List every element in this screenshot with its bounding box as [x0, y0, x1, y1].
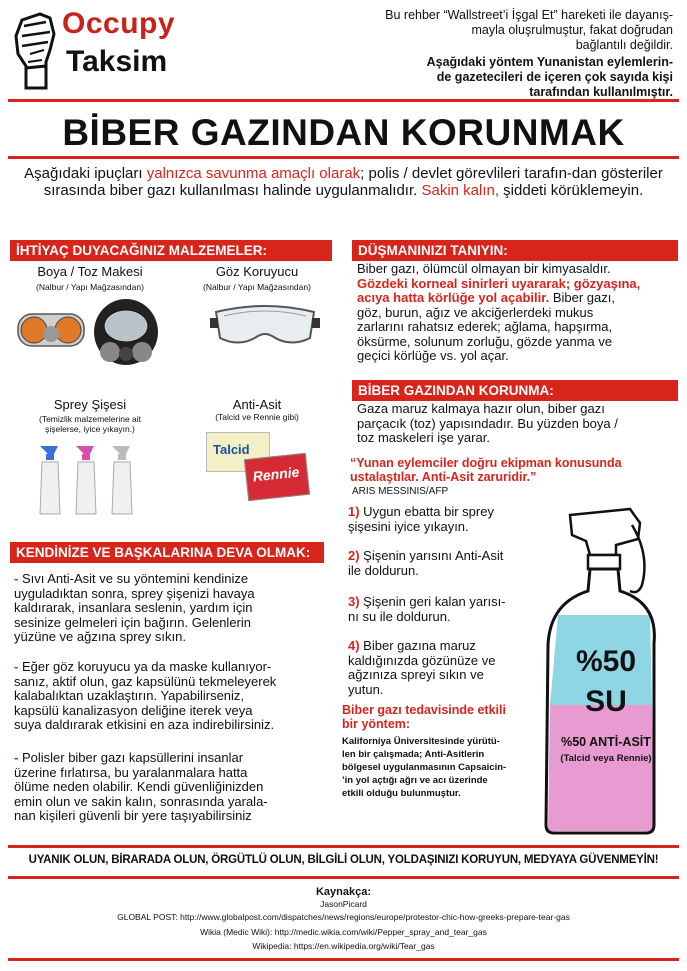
divider — [8, 99, 679, 102]
item-sub-spray: (Temizlik malzemelerine ait şişelerse, iyice yıkayın.) — [38, 414, 142, 434]
talcid-brand: Talcid — [213, 442, 250, 457]
source-ref: GLOBAL POST: http://www.globalpost.com/dispatches/news/regions/europe/protestor-chic-how-greeks-prepare-tear-gas — [117, 912, 570, 922]
safety-goggles-icon — [210, 298, 320, 352]
help-heading: KENDİNİZE VE BAŞKALARINA DEVA OLMAK: — [10, 542, 324, 563]
supplies-heading: İHTİYAÇ DUYACAĞINIZ MALZEMELER: — [10, 240, 332, 261]
item-label-spray: Sprey Şişesi — [53, 397, 127, 412]
step-1: 1) Uygun ebatta bir sprey şişesini iyice yıkayın. — [348, 504, 494, 534]
step-2: 2) Şişenin yarısını Anti-Asit ile doldurun. — [348, 548, 504, 578]
protect-heading: BİBER GAZINDAN KORUNMA: — [352, 380, 678, 401]
divider — [8, 845, 679, 848]
goggles-image — [210, 298, 320, 352]
antacid-sub: (Talcid veya Rennie) — [560, 753, 652, 764]
divider — [8, 156, 679, 159]
fist-logo — [10, 10, 58, 90]
brand-name-taksim: Taksim — [66, 45, 168, 78]
quote-credit: ARIS MESSINIS/AFP — [352, 486, 449, 497]
enemy-heading: DÜŞMANINIZI TANIYIN: — [352, 240, 678, 261]
spray-bottles-icon — [32, 440, 142, 516]
help-paragraph-1: - Sıvı Anti-Asit ve su yöntemini kendinize uyguladıktan sonra, sprey şişenizi havaya kaldırarak, insanlara seslenin, yardım için sesinize gelmeleri için bağırın. Gelenlerin yüzüne ve ağzına sprey sıkın. — [14, 571, 255, 644]
treatment-heading: Biber gazı tedavisinde etkili bir yöntem: — [342, 703, 506, 731]
disclaimer-text: Bu rehber “Wallstreet’i İşgal Et” hareketi ile dayanış- mayla oluşrulmuştur, fakat doğrudan bağlantılı değildir. — [385, 8, 673, 52]
source-ref: Wikipedia: https://en.wikipedia.org/wiki/Tear_gas — [252, 941, 435, 951]
treatment-text: Kaliforniya Üniversitesinde yürütü- len bir çalışmada; Anti-Asitlerin bölgesel uygulanmasının Capsaicin- ’in yol açtığı ağrı ve acı üzerinde etkili olduğu bulunmuştur. — [342, 736, 507, 799]
step-4: 4) Biber gazına maruz kaldığınızda gözünüze ve ağzınıza spreyi sıkın ve yutun. — [348, 638, 496, 697]
help-paragraph-2: - Eğer göz koruyucu ya da maske kullanıyor- sanız, aktif olun, gaz kapsülünü tekmeleyerek kalabalıktan uzaklaştırın. Yapabilirseniz, kapsülü kanalizasyon deliğine iterek veya suya daldırarak etkisini en aza indirebilirsiniz. — [14, 659, 277, 732]
antacid-box-rennie — [244, 453, 310, 501]
spray-bottle-diagram — [530, 495, 682, 840]
item-label-mask: Boya / Toz Makesi — [37, 264, 143, 279]
item-label-antacid: Anti-Asit — [232, 397, 282, 412]
spray-bottles-image — [32, 440, 142, 516]
slogan: UYANIK OLUN, BİRARADA OLUN, ÖRGÜTLÜ OLUN, BİLGİLİ OLUN, YOLDAŞINIZI KORUYUN, MEDYAYA GÜVENMEYİN! — [28, 854, 659, 866]
rennie-brand: Rennie — [251, 463, 301, 485]
source-ref: Wikia (Medic Wiki): http://medic.wikia.com/wiki/Pepper_spray_and_tear_gas — [200, 927, 487, 937]
sources-author: JasonPicard — [320, 899, 367, 909]
help-paragraph-3: - Polisler biber gazı kapsüllerini insanlar üzerine fırlatırsa, bu yaralanmalara hatta ölüme neden olabilir. Kendi güvenliğinizden emin olun ve sakin kalın, sonrasında yarala- nan kişileri güvenli bir yere taşıyabilirsiniz — [14, 750, 268, 823]
enemy-paragraph: Biber gazı, ölümcül olmayan bir kimyasaldır. Gözdeki korneal sinirleri uyararak; gözyaşına, acıya hatta körlüğe yol açabilir. Biber gazı, göz, burun, ağız ve akciğerlerdeki mukus zarlarını rahatsız ederek; ağlama, hapşırma, öksürme, solunum zorluğu, gözde yanma ve geçici körlüğe vs. yol açar. — [357, 261, 641, 363]
item-sub-goggles: (Nalbur / Yapı Mağzasından) — [203, 282, 311, 292]
mask-image — [14, 296, 164, 368]
sources-heading: Kaynakça: — [315, 886, 372, 898]
protect-quote: “Yunan eylemciler doğru ekipman konusunda ustalaştılar. Anti-Asit zaruridir.” — [350, 456, 622, 484]
item-sub-antacid: (Talcid ve Rennie gibi) — [215, 412, 299, 422]
divider — [8, 958, 679, 961]
intro-paragraph: Aşağıdaki ipuçları yalnızca savunma amaçlı olarak; polis / devlet görevlileri tarafın-dan gösteriler sırasında biber gazı kullanılması halinde uygulanmalıdır. Sakin kalın, şiddeti körüklemeyin. — [24, 165, 663, 199]
divider — [8, 876, 679, 879]
brand-name-occupy: Occupy — [62, 7, 176, 40]
page-title: BİBER GAZINDAN KORUNMAK — [62, 112, 625, 153]
protect-paragraph: Gaza maruz kalmaya hazır olun, biber gazı parçacık (toz) yapısındadır. Bu yüzden boya / toz maskeleri işe yarar. — [357, 401, 618, 445]
raised-fist-icon — [10, 10, 58, 90]
water-label: SU — [585, 685, 627, 718]
step-3: 3) Şişenin geri kalan yarısı- nı su ile doldurun. — [348, 594, 506, 624]
respirator-mask-icon — [14, 296, 164, 368]
item-label-goggles: Göz Koruyucu — [215, 264, 299, 279]
usage-note: Aşağıdaki yöntem Yunanistan eylemlerin- de gazetecileri de içeren çok sayıda kişi tarafından kullanılmıştır. — [426, 55, 673, 99]
water-percent: %50 — [575, 645, 637, 678]
item-sub-mask: (Nalbur / Yapı Mağzasından) — [36, 282, 144, 292]
antacid-label: %50 ANTİ-ASİT — [561, 735, 651, 749]
